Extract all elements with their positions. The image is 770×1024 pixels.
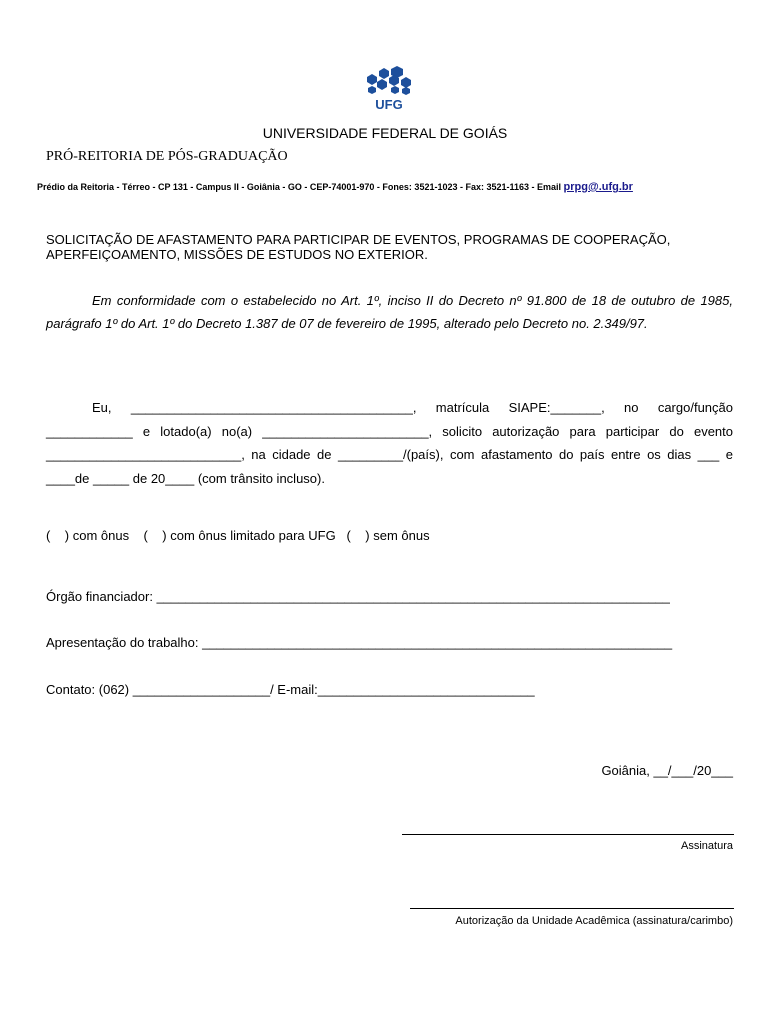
onus-options: ( ) com ônus ( ) com ônus limitado para UFG ( ) sem ônus bbox=[46, 528, 430, 543]
authorization-line bbox=[410, 908, 734, 909]
authorization-label: Autorização da Unidade Acadêmica (assinatura/carimbo) bbox=[455, 915, 733, 927]
pro-reitoria-name: PRÓ-REITORIA DE PÓS-GRADUAÇÃO bbox=[46, 149, 288, 164]
signature-label: Assinatura bbox=[681, 840, 733, 852]
apresentacao-trabalho-field: Apresentação do trabalho: _________________________________________________________________ bbox=[46, 635, 673, 650]
form-title: SOLICITAÇÃO DE AFASTAMENTO PARA PARTICIPAR DE EVENTOS, PROGRAMAS DE COOPERAÇÃO, APERFEIÇOAMENTO, MISSÕES DE ESTUDOS NO EXTERIOR. bbox=[46, 232, 671, 262]
address-text: Prédio da Reitoria - Térreo - CP 131 - Campus II - Goiânia - GO - CEP-74001-970 - Fones: 3521-1023 - Fax: 3521-1163 - Email bbox=[37, 182, 564, 192]
legal-paragraph: Em conformidade com o estabelecido no Art. 1º, inciso II do Decreto nº 91.800 de 18 de outubro de 1985, parágrafo 1º do Art. 1º do Decreto 1.387 de 07 de fevereiro de 1995, alterado pelo Decreto no. 2.349/97. bbox=[46, 293, 733, 331]
request-paragraph: Eu, _______________________________________, matrícula SIAPE:_______, no cargo/função ____________ e lotado(a) no(a) _______________________, solicito autorização para participar do evento ___________________________, na cidade de _________/(país), com afastamento do país entre os dias ___ e ____de _____ de 20____ (com trânsito incluso). bbox=[46, 400, 733, 486]
logo-text: UFG bbox=[375, 97, 403, 112]
ufg-logo bbox=[361, 66, 417, 112]
email-link[interactable]: prpg@.ufg.br bbox=[563, 181, 633, 193]
university-name: UNIVERSIDADE FEDERAL DE GOIÁS bbox=[262, 125, 508, 141]
signature-line bbox=[402, 834, 734, 835]
orgao-financiador-field: Órgão financiador: _______________________________________________________________________ bbox=[46, 589, 670, 604]
contato-field: Contato: (062) ___________________/ E-mail:______________________________ bbox=[46, 682, 535, 697]
date-line: Goiânia, __/___/20___ bbox=[601, 763, 733, 778]
address-line bbox=[37, 181, 633, 193]
